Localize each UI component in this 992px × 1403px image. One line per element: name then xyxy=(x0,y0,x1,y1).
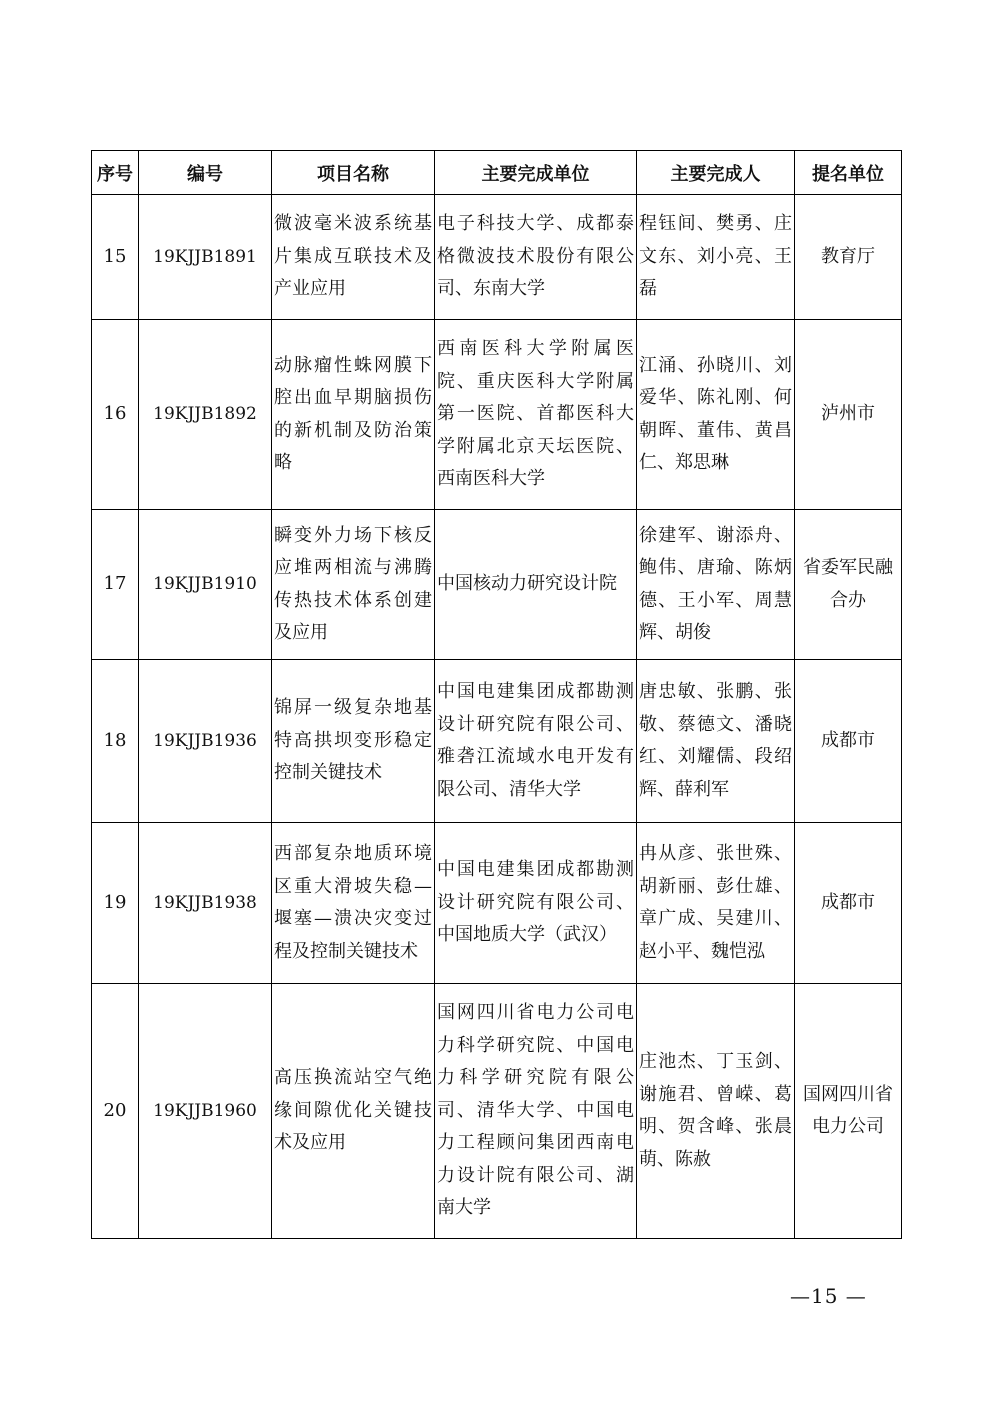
table-row xyxy=(92,195,902,320)
cell-project-name: 高压换流站空气绝缘间隙优化关键技术及应用 xyxy=(272,984,435,1239)
cell-main-people: 庄池杰、丁玉剑、谢施君、曾嵘、葛明、贺含峰、张晨萌、陈赦 xyxy=(637,984,795,1239)
cell-code: 19KJJB1938 xyxy=(139,823,272,984)
table-row xyxy=(92,984,902,1239)
header-nominator: 提名单位 xyxy=(795,151,902,195)
cell-project-name: 瞬变外力场下核反应堆两相流与沸腾传热技术体系创建及应用 xyxy=(272,510,435,660)
table-row xyxy=(92,660,902,823)
table-header-row xyxy=(92,151,902,195)
cell-nominator: 泸州市 xyxy=(795,320,902,510)
cell-nominator: 省委军民融合办 xyxy=(795,510,902,660)
header-seq: 序号 xyxy=(92,151,139,195)
cell-seq: 18 xyxy=(92,660,139,823)
cell-main-people: 徐建军、谢添舟、鲍伟、唐瑜、陈炳德、王小军、周慧辉、胡俊 xyxy=(637,510,795,660)
table-row xyxy=(92,320,902,510)
cell-seq: 20 xyxy=(92,984,139,1239)
cell-nominator: 成都市 xyxy=(795,660,902,823)
cell-project-name: 锦屏一级复杂地基特高拱坝变形稳定控制关键技术 xyxy=(272,660,435,823)
cell-main-units: 中国电建集团成都勘测设计研究院有限公司、雅砻江流域水电开发有限公司、清华大学 xyxy=(435,660,637,823)
cell-main-units: 中国核动力研究设计院 xyxy=(435,510,637,660)
header-main-people: 主要完成人 xyxy=(637,151,795,195)
cell-project-name: 微波毫米波系统基片集成互联技术及产业应用 xyxy=(272,195,435,320)
cell-code: 19KJJB1891 xyxy=(139,195,272,320)
cell-main-people: 唐忠敏、张鹏、张敬、蔡德文、潘晓红、刘耀儒、段绍辉、薛利军 xyxy=(637,660,795,823)
cell-code: 19KJJB1960 xyxy=(139,984,272,1239)
cell-main-people: 江涌、孙晓川、刘爱华、陈礼刚、何朝晖、董伟、黄昌仁、郑思琳 xyxy=(637,320,795,510)
cell-main-people: 程钰间、樊勇、庄文东、刘小亮、王磊 xyxy=(637,195,795,320)
header-main-units: 主要完成单位 xyxy=(435,151,637,195)
cell-main-people: 冉从彦、张世殊、胡新丽、彭仕雄、章广成、吴建川、赵小平、魏恺泓 xyxy=(637,823,795,984)
cell-project-name: 动脉瘤性蛛网膜下腔出血早期脑损伤的新机制及防治策略 xyxy=(272,320,435,510)
cell-nominator: 成都市 xyxy=(795,823,902,984)
table-row xyxy=(92,823,902,984)
cell-seq: 19 xyxy=(92,823,139,984)
page-number: —15 — xyxy=(790,1284,867,1308)
header-code: 编号 xyxy=(139,151,272,195)
cell-nominator: 国网四川省电力公司 xyxy=(795,984,902,1239)
cell-seq: 16 xyxy=(92,320,139,510)
table-row xyxy=(92,510,902,660)
cell-code: 19KJJB1892 xyxy=(139,320,272,510)
cell-seq: 17 xyxy=(92,510,139,660)
cell-seq: 15 xyxy=(92,195,139,320)
cell-main-units: 国网四川省电力公司电力科学研究院、中国电力科学研究院有限公司、清华大学、中国电力工程顾问集团西南电力设计院有限公司、湖南大学 xyxy=(435,984,637,1239)
projects-table xyxy=(91,150,902,1239)
header-project-name: 项目名称 xyxy=(272,151,435,195)
cell-code: 19KJJB1936 xyxy=(139,660,272,823)
cell-main-units: 西南医科大学附属医院、重庆医科大学附属第一医院、首都医科大学附属北京天坛医院、西南医科大学 xyxy=(435,320,637,510)
cell-nominator: 教育厅 xyxy=(795,195,902,320)
cell-project-name: 西部复杂地质环境区重大滑坡失稳—堰塞—溃决灾变过程及控制关键技术 xyxy=(272,823,435,984)
cell-main-units: 电子科技大学、成都泰格微波技术股份有限公司、东南大学 xyxy=(435,195,637,320)
cell-main-units: 中国电建集团成都勘测设计研究院有限公司、中国地质大学（武汉） xyxy=(435,823,637,984)
cell-code: 19KJJB1910 xyxy=(139,510,272,660)
